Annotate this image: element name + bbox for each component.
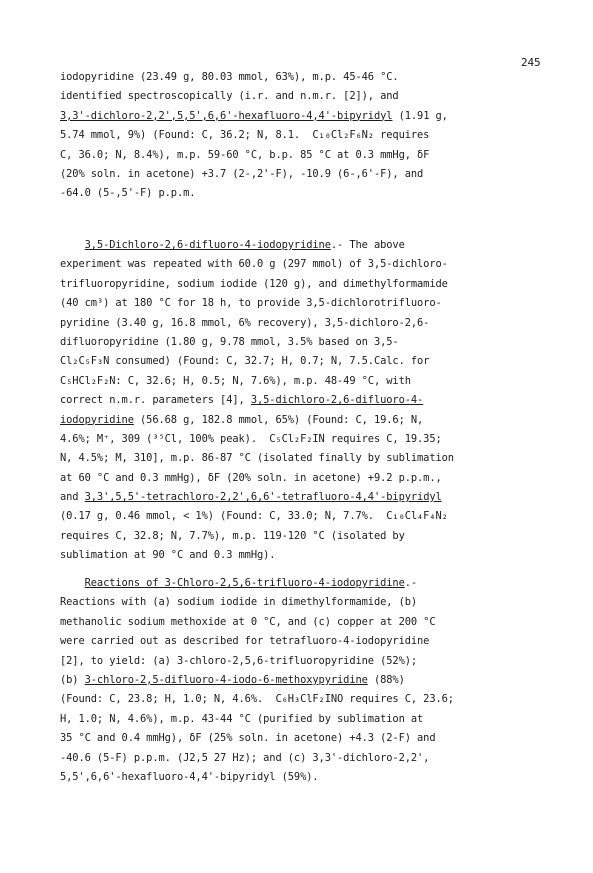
text-run: (b)	[60, 673, 85, 686]
text-run: (1.91 g,	[392, 109, 448, 122]
text-line: Cl₂C₅F₃N consumed) (Found: C, 32.7; H, 0.7; N, 7.5.Calc. for	[60, 355, 430, 368]
text-run	[60, 577, 85, 589]
text-line: H, 1.0; N, 4.6%), m.p. 43-44 °C (purified by sublimation at	[60, 712, 424, 725]
underlined-compound-name: 3,3'-dichloro-2,2',5,5',6,6'-hexafluoro-4,4'-bipyridyl	[60, 109, 393, 122]
text-line: 4.6%; M⁺, 309 (³⁵Cl, 100% peak). C₅Cl₂F₂IN requires C, 19.35;	[60, 432, 442, 445]
text-line: Reactions with (a) sodium iodide in dimethylformamide, (b)	[60, 596, 418, 609]
text-line: (Found: C, 23.8; H, 1.0; N, 4.6%. C₆H₃ClF₂INO requires C, 23.6;	[60, 693, 454, 706]
text-line	[60, 236, 560, 255]
text-line: (20% soln. in acetone) +3.7 (2-,2'-F), -10.9 (6-,6'-F), and	[60, 167, 424, 180]
text-run: correct n.m.r. parameters [4],	[60, 394, 251, 407]
underlined-compound-name: 3,3',5,5'-tetrachloro-2,2',6,6'-tetrafluoro-4,4'-bipyridyl	[84, 491, 442, 504]
underlined-compound-name: 3-chloro-2,5-difluoro-4-iodo-6-methoxypyridine	[84, 673, 368, 686]
underlined-compound-name: iodopyridine	[60, 413, 134, 426]
paragraph-dichloro-difluoro-iodopyridine	[60, 236, 560, 566]
text-line	[60, 574, 560, 593]
text-line: 35 °C and 0.4 mmHg), δF (25% soln. in acetone) +4.3 (2-F) and	[60, 732, 436, 745]
text-run: .- The above	[330, 239, 405, 251]
text-line: at 60 °C and 0.3 mmHg), δF (20% soln. in acetone) +9.2 p.p.m.,	[60, 471, 442, 484]
text-line	[60, 671, 560, 690]
text-line: 5,5',6,6'-hexafluoro-4,4'-bipyridyl (59%).	[60, 770, 319, 783]
text-line: (40 cm³) at 180 °C for 18 h, to provide 3,5-dichlorotrifluoro-	[60, 297, 442, 310]
text-run: (88%)	[367, 673, 405, 686]
text-line: [2], to yield: (a) 3-chloro-2,5,6-trifluoropyridine (52%);	[60, 654, 418, 667]
text-line: -64.0 (5-,5'-F) p.p.m.	[60, 187, 196, 200]
text-line	[60, 411, 560, 430]
paragraph-reactions-chloro-trifluoro-iodopyridine	[60, 574, 560, 787]
text-line: -40.6 (5-F) p.p.m. (J2,5 27 Hz); and (c) 3,3'-dichloro-2,2',	[60, 751, 430, 764]
text-run: and	[60, 491, 85, 504]
text-line: C, 36.0; N, 8.4%), m.p. 59-60 °C, b.p. 85 °C at 0.3 mmHg, δF	[60, 148, 430, 161]
text-line: pyridine (3.40 g, 16.8 mmol, 6% recovery), 3,5-dichloro-2,6-	[60, 316, 430, 329]
text-run: .-	[404, 577, 418, 589]
text-line	[60, 391, 560, 410]
underlined-compound-name: 3,5-dichloro-2,6-difluoro-4-	[250, 394, 424, 407]
text-line: (0.17 g, 0.46 mmol, < 1%) (Found: C, 33.0; N, 7.7%. C₁₀Cl₄F₄N₂	[60, 510, 448, 523]
text-run	[60, 239, 85, 251]
text-line: were carried out as described for tetrafluoro-4-iodopyridine	[60, 635, 430, 648]
page-number: 245	[521, 56, 541, 69]
text-line: N, 4.5%; M, 310], m.p. 86-87 °C (isolated finally by sublimation	[60, 452, 454, 465]
text-line: difluoropyridine (1.80 g, 9.78 mmol, 3.5% based on 3,5-	[60, 335, 399, 348]
text-line: sublimation at 90 °C and 0.3 mmHg).	[60, 549, 276, 562]
text-line: experiment was repeated with 60.0 g (297 mmol) of 3,5-dichloro-	[60, 258, 448, 271]
text-line	[60, 107, 560, 126]
text-line: iodopyridine (23.49 g, 80.03 mmol, 63%), m.p. 45-46 °C.	[60, 71, 399, 83]
text-line: C₅HCl₂F₂N: C, 32.6; H, 0.5; N, 7.6%), m.p. 48-49 °C, with	[60, 374, 411, 387]
underlined-compound-name: Reactions of 3-Chloro-2,5,6-trifluoro-4-iodopyridine	[84, 577, 405, 589]
text-line: identified spectroscopically (i.r. and n.m.r. [2]), and	[60, 90, 399, 103]
text-run: (56.68 g, 182.8 mmol, 65%) (Found: C, 19.6; N,	[133, 413, 424, 426]
underlined-compound-name: 3,5-Dichloro-2,6-difluoro-4-iodopyridine	[84, 239, 331, 251]
text-line	[60, 488, 560, 507]
text-line: methanolic sodium methoxide at 0 °C, and (c) copper at 200 °C	[60, 615, 436, 628]
text-line: requires C, 32.8; N, 7.7%), m.p. 119-120 °C (isolated by	[60, 529, 405, 542]
text-line: trifluoropyridine, sodium iodide (120 g), and dimethylformamide	[60, 277, 448, 290]
paragraph-bipyridyl-result	[60, 68, 560, 204]
text-line: 5.74 mmol, 9%) (Found: C, 36.2; N, 8.1. C₁₀Cl₂F₆N₂ requires	[60, 129, 430, 142]
